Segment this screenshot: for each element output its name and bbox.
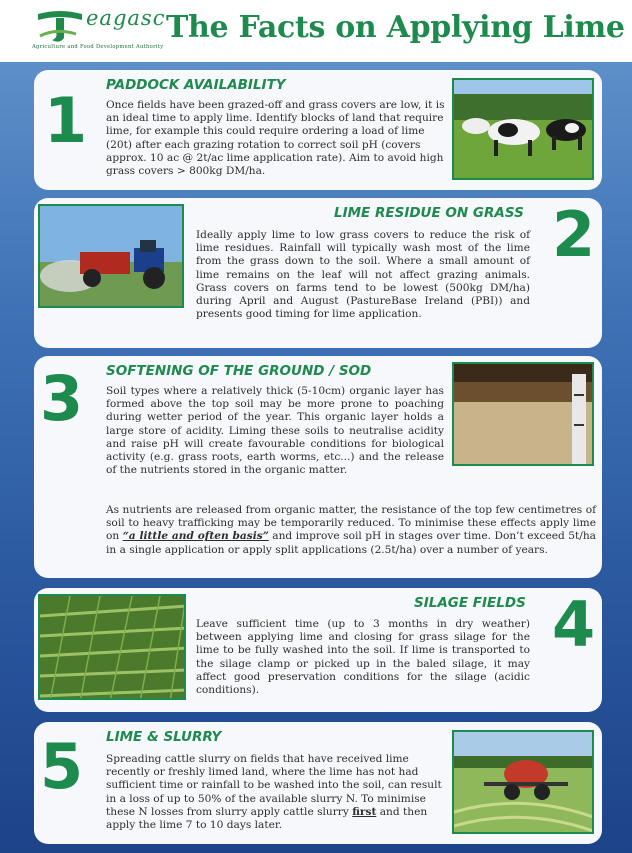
slurry-tanker-photo bbox=[452, 730, 594, 834]
cows-grazing-image bbox=[454, 80, 594, 180]
teagasc-logo-icon bbox=[36, 8, 84, 44]
section-card-2 bbox=[34, 198, 602, 348]
cows-grazing-photo bbox=[452, 78, 594, 180]
slurry-tanker-image bbox=[454, 732, 594, 834]
section-title: PADDOCK AVAILABILITY bbox=[106, 77, 286, 93]
section-text: Soil types where a relatively thick (5-10cm) organic layer has formed above the top soil may be more prone to poaching during wetter period of the year. This organic layer holds a large store of acidity. Liming these soils to neutralise acidity and raise pH will create favourable conditions for biological activity (e.g. grass roots, earth worms, etc...) and the release of the nutrients stored in the organic matter. bbox=[106, 385, 444, 477]
section-text: Ideally apply lime to low grass covers to reduce the risk of lime residues. Rainfall will typically wash most of the lime from the grass down to the soil. Where a small amount of lime remains on the leaf will not affect grazing animals. Grass covers on farms tend to be lowest (500kg DM/ha) during April and August (PastureBase Ireland (PBI)) and presents good timing for lime application. bbox=[196, 229, 530, 321]
tractor-image bbox=[40, 206, 184, 308]
header bbox=[0, 0, 632, 62]
emphasis-text: first bbox=[352, 805, 377, 818]
section-text: Leave sufficient time (up to 3 months in dry weather) between applying lime and closing for grass silage for the lime to be fully washed into the soil. If lime is transported to the silage clamp or picked up in the baled silage, it may affect good preservation conditions for the silage (acidic conditions). bbox=[196, 618, 530, 697]
section-text-part: As nutrients are released from organic matter, the resistance of the top few centimetres of soil to heavy trafficking may be temporarily reduced. To minimise these effects apply lime on bbox=[106, 504, 596, 543]
section-card-5 bbox=[34, 722, 602, 844]
section-text: Once fields have been grazed-off and grass covers are low, it is an ideal time to apply lime. Identify blocks of land that require lime, for example this could require ordering a load of lime (20t) after each grazing rotation to correct soil pH (covers approx. 10 ac @ 2t/ac lime application rate). Aim to avoid high grass covers > 800kg DM/ha. bbox=[106, 99, 445, 178]
logo-subtitle: Agriculture and Food Development Authority bbox=[32, 44, 164, 50]
soil-profile-image bbox=[454, 364, 594, 466]
section-card-1 bbox=[34, 70, 602, 190]
section-title: LIME & SLURRY bbox=[106, 729, 222, 745]
section-text-continued bbox=[106, 504, 596, 557]
tractor-spreading-lime-photo bbox=[38, 204, 184, 308]
section-number: 1 bbox=[44, 84, 88, 157]
section-title: SOFTENING OF THE GROUND / SOD bbox=[106, 363, 372, 379]
long-grass-image bbox=[40, 596, 186, 700]
section-title: SILAGE FIELDS bbox=[414, 595, 526, 611]
section-number: 2 bbox=[552, 198, 596, 271]
logo-wordmark: eagasc bbox=[86, 6, 166, 30]
long-grass-photo bbox=[38, 594, 186, 700]
section-text-part: and then apply the lime 7 to 10 days later. bbox=[106, 805, 428, 832]
section-number: 5 bbox=[40, 730, 84, 803]
section-number: 3 bbox=[40, 362, 84, 435]
section-card-4 bbox=[34, 588, 602, 712]
section-text bbox=[106, 753, 446, 832]
section-title: LIME RESIDUE ON GRASS bbox=[334, 205, 524, 221]
section-text-part: and improve soil pH in stages over time. Don’t exceed 5t/ha in a single application or apply split applications (2.5t/ha) over a number of years. bbox=[106, 530, 596, 556]
section-number: 4 bbox=[552, 588, 596, 661]
section-card-3 bbox=[34, 356, 602, 578]
section-text-part: Spreading cattle slurry on fields that have received lime recently or freshly limed land, where the lime has not had sufficient time or rainfall to be washed into the soil, can result in a loss of up to 50% of the available slurry N. To minimise these N losses from slurry apply cattle slurry bbox=[106, 753, 442, 818]
emphasis-text: “a little and often basis” bbox=[122, 530, 269, 543]
soil-profile-photo bbox=[452, 362, 594, 466]
page-title: The Facts on Applying Lime bbox=[166, 10, 625, 45]
